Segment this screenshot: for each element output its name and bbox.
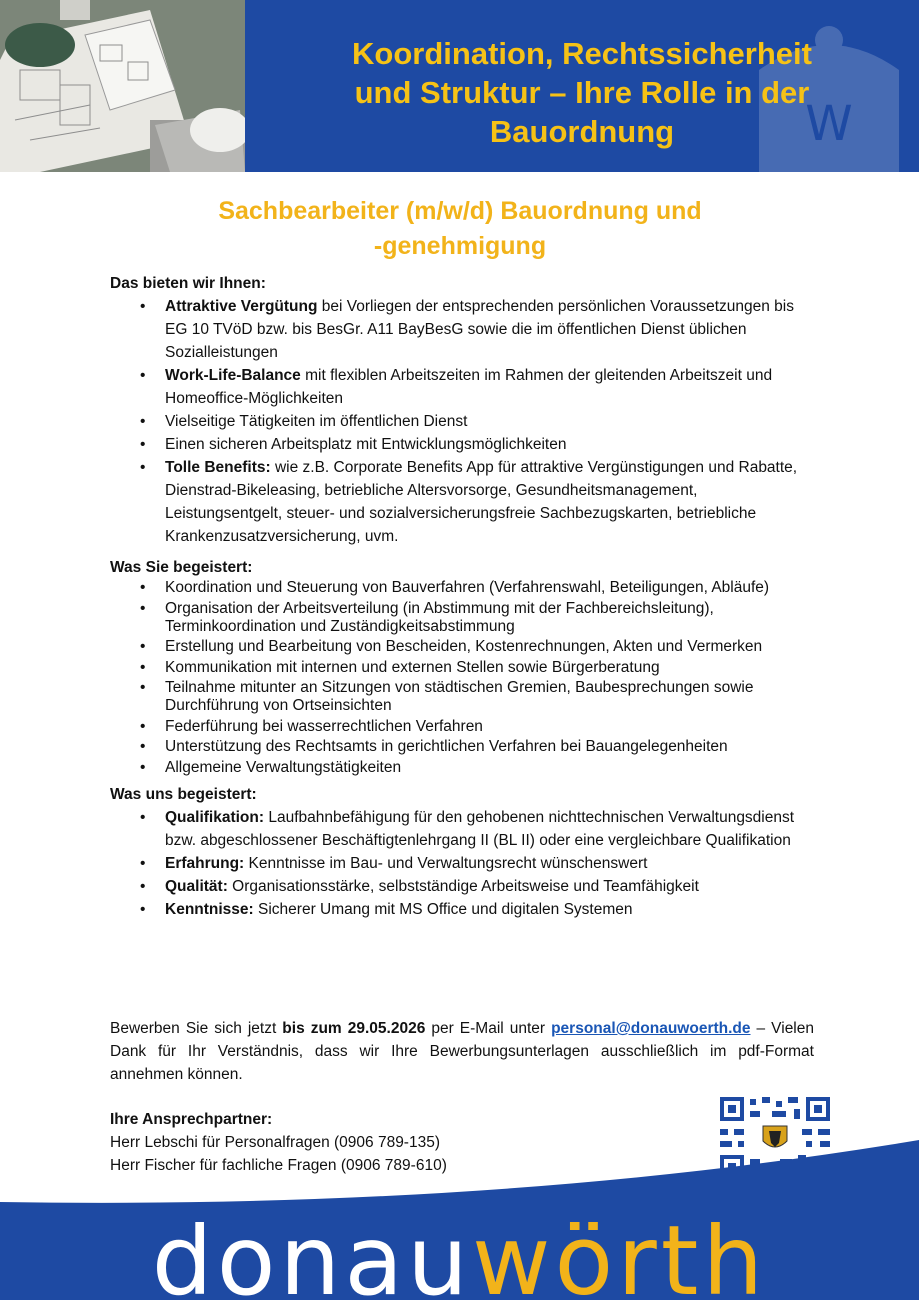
city-logo [0,1222,919,1300]
list-item-text: wie z.B. Corporate Benefits App für attraktive Vergünstigungen und Rabatte, Dienstrad-Bikeleasing, betriebliche Altersvorsorge, Gesundheitsmanagement, Leistungsentgelt, steuer- und sozialversicherungsfreie Sachbezugskarten, betriebliche Krankenzusatzversicherung, uvm. [165,459,798,545]
list-item-text: mit flexiblen Arbeitszeiten im Rahmen der gleitenden Arbeitszeit und Homeoffice-Möglichkeiten [165,367,773,407]
header-title [245,34,919,151]
apply-text: Bewerben Sie sich jetzt [110,1020,283,1037]
logo-part-woerth: wörth [471,1222,768,1300]
header-banner [0,0,919,172]
list-item [110,410,814,433]
requirements-heading: Was uns begeistert: [110,785,257,803]
job-title [110,194,810,264]
main-content [110,272,814,921]
list-item: • Federführung bei wasserrechtlichen Verfahren [110,718,814,736]
architect-desk-photo [0,0,245,172]
list-item-bold: Attraktive Vergütung [165,298,318,315]
tasks-list [110,579,814,777]
list-item-bold: Tolle Benefits: [165,459,271,476]
list-item: • Unterstützung des Rechtsamts in gerichtlichen Verfahren bei Bauangelegenheiten [110,738,814,756]
logo-part-donau: donau [151,1222,472,1300]
job-title-line: Sachbearbeiter (m/w/d) Bauordnung und [218,197,702,225]
svg-text:W: W [805,96,853,152]
contact-heading: Ihre Ansprechpartner: [110,1111,273,1128]
list-item-text: Vielseitige Tätigkeiten im öffentlichen Dienst [165,413,468,430]
offer-list [110,295,814,548]
list-item [110,456,814,548]
header-title-line: Bauordnung [489,114,675,149]
list-item-bold: Work-Life-Balance [165,367,301,384]
list-item [110,898,814,921]
list-item-bold: Kenntnisse: [165,900,254,918]
list-item [110,852,814,875]
list-item: • Kommunikation mit internen und externen Stellen sowie Bürgerberatung [110,659,814,677]
header-title-line: Koordination, Rechtssicherheit [352,36,812,71]
list-item-bold: Erfahrung: [165,854,245,872]
contact-line: Herr Lebschi für Personalfragen (0906 789-135) [110,1134,440,1151]
list-item [110,875,814,898]
offer-heading: Das bieten wir Ihnen: [110,275,266,292]
list-item-text: Kenntnisse im Bau- und Verwaltungsrecht wünschenswert [244,854,648,872]
contact-line: Herr Fischer für fachliche Fragen (0906 789-610) [110,1157,447,1174]
list-item: • Organisation der Arbeitsverteilung (in Abstimmung mit der Fachbereichsleitung), Terminkoordination und Zuständigkeitsabstimmung [110,600,814,636]
list-item-text: Sicherer Umang mit MS Office und digitalen Systemen [253,900,633,918]
list-item-text: Organisationsstärke, selbstständige Arbeitsweise und Teamfähigkeit [227,877,699,895]
list-item-text: Einen sicheren Arbeitsplatz mit Entwicklungsmöglichkeiten [165,436,567,453]
list-item: • Teilnahme mitunter an Sitzungen von städtischen Gremien, Baubesprechungen sowie Durchführung von Ortseinsichten [110,679,814,715]
list-item [110,364,814,410]
list-item-text: bei Vorliegen der entsprechenden persönlichen Voraussetzungen bis EG 10 TVöD bzw. bis BesGr. A11 BayBesG sowie die im öffentlichen Dienst üblichen Sozialleistungen [165,298,794,361]
list-item [110,806,814,852]
apply-text: per E-Mail unter [425,1020,552,1037]
job-title-line: -genehmigung [373,232,547,260]
list-item: • Allgemeine Verwaltungstätigkeiten [110,759,814,777]
list-item: • Erstellung und Bearbeitung von Bescheiden, Kostenrechnungen, Akten und Vermerken [110,638,814,656]
list-item-bold: Qualifikation: [165,808,265,826]
tasks-heading: Was Sie begeistert: [110,559,253,576]
deadline: bis zum 29.05.2026 [282,1020,426,1037]
list-item: • Koordination und Steuerung von Bauverfahren (Verfahrenswahl, Beteiligungen, Abläufe) [110,579,814,597]
email-link[interactable]: personal@donauwoerth.de [551,1020,751,1037]
apply-text: – Vielen Dank für Ihr Verständnis, dass wir Ihre Bewerbungsunterlagen ausschließlich im pdf-Format annehmen können. [110,1020,814,1083]
list-item-text: Laufbahnbefähigung für den gehobenen nichttechnischen Verwaltungsdienst bzw. abgeschlossener Beschäftigtenlehrgang II (BL II) oder eine vergleichbare Qualifikation [165,808,795,849]
list-item-bold: Qualität: [165,877,228,895]
requirements-list [110,806,814,921]
header-title-line: und Struktur – Ihre Rolle in der [354,75,810,110]
list-item [110,433,814,456]
list-item [110,295,814,364]
application-note [110,1017,814,1086]
